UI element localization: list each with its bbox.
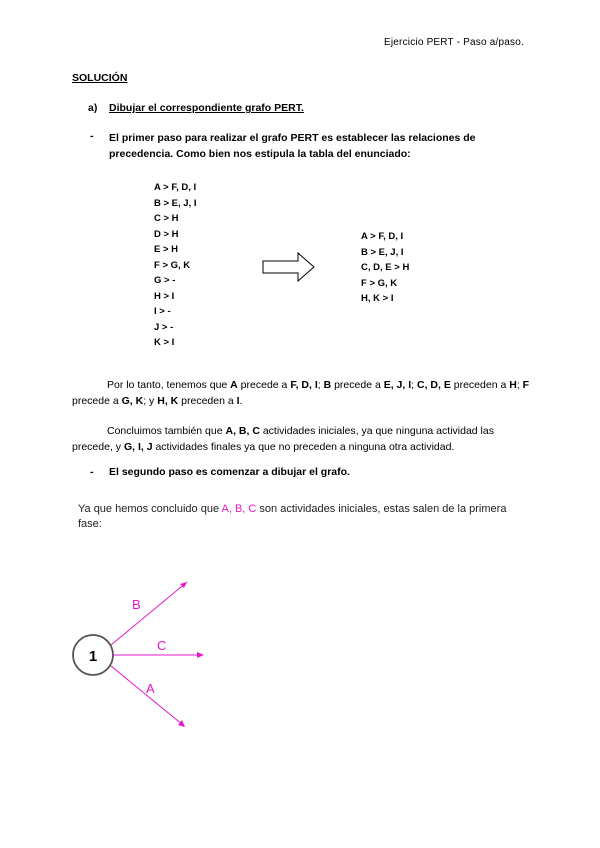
- step2-text: El segundo paso es comenzar a dibujar el grafo.: [109, 466, 350, 478]
- page-header: Ejercicio PERT - Paso a/paso.: [384, 37, 524, 48]
- relation-row: A > F, D, I: [154, 182, 197, 193]
- relation-row: J > -: [154, 321, 174, 333]
- relation-row: C > H: [154, 213, 179, 224]
- relations-table: [154, 180, 197, 351]
- summary-row: C, D, E > H: [361, 262, 410, 273]
- solution-title: SOLUCIÓN: [72, 72, 128, 84]
- summary-row: A > F, D, I: [361, 231, 404, 242]
- pert-graph: [0, 560, 260, 740]
- relation-row: B > E, J, I: [154, 197, 197, 209]
- relation-row: D > H: [154, 228, 179, 240]
- image-caption: Ya que hemos concluido que A, B, C son actividades iniciales, estas salen de la primera fase:: [78, 503, 507, 530]
- right-arrow-icon: [262, 251, 316, 283]
- step2-bullet: -: [90, 466, 94, 478]
- section-a-letter: a): [88, 102, 98, 114]
- step1-text: El primer paso para realizar el grafo PERT es establecer las relaciones de precedencia. Como bien nos estipula la tabla del enunciado:: [109, 132, 476, 160]
- relation-row: E > H: [154, 244, 179, 255]
- section-a-title: Dibujar el correspondiente grafo PERT.: [109, 102, 304, 114]
- arrow-a-label: A: [146, 681, 155, 696]
- relation-row: G > -: [154, 275, 176, 286]
- summary-row: F > G, K: [361, 277, 398, 289]
- arrow-b-line: [111, 582, 187, 645]
- step1-bullet: -: [90, 130, 94, 142]
- arrow-c-head-icon: [197, 652, 204, 658]
- paragraph-predecessors: Por lo tanto, tenemos que A precede a F, D, I; B precede a E, J, I; C, D, E preceden a H; F precede a G, K; y H, K preceden a I.: [72, 379, 530, 407]
- relation-row: H > I: [154, 290, 175, 302]
- summary-row: H, K > I: [361, 293, 394, 304]
- relation-row: I > -: [154, 306, 171, 317]
- relations-summary: [361, 229, 409, 307]
- paragraph-conclusions: Concluimos también que A, B, C actividades iniciales, ya que ninguna actividad las precede, y G, I, J actividades finales ya que no preceden a ninguna otra actividad.: [72, 425, 494, 453]
- relation-row: F > G, K: [154, 259, 191, 271]
- relation-row: K > I: [154, 337, 175, 348]
- summary-row: B > E, J, I: [361, 246, 404, 258]
- arrow-b-label: B: [132, 597, 141, 612]
- arrow-c-label: C: [157, 638, 167, 653]
- node-1-label: 1: [88, 648, 98, 665]
- arrow-a-head-icon: [178, 720, 185, 727]
